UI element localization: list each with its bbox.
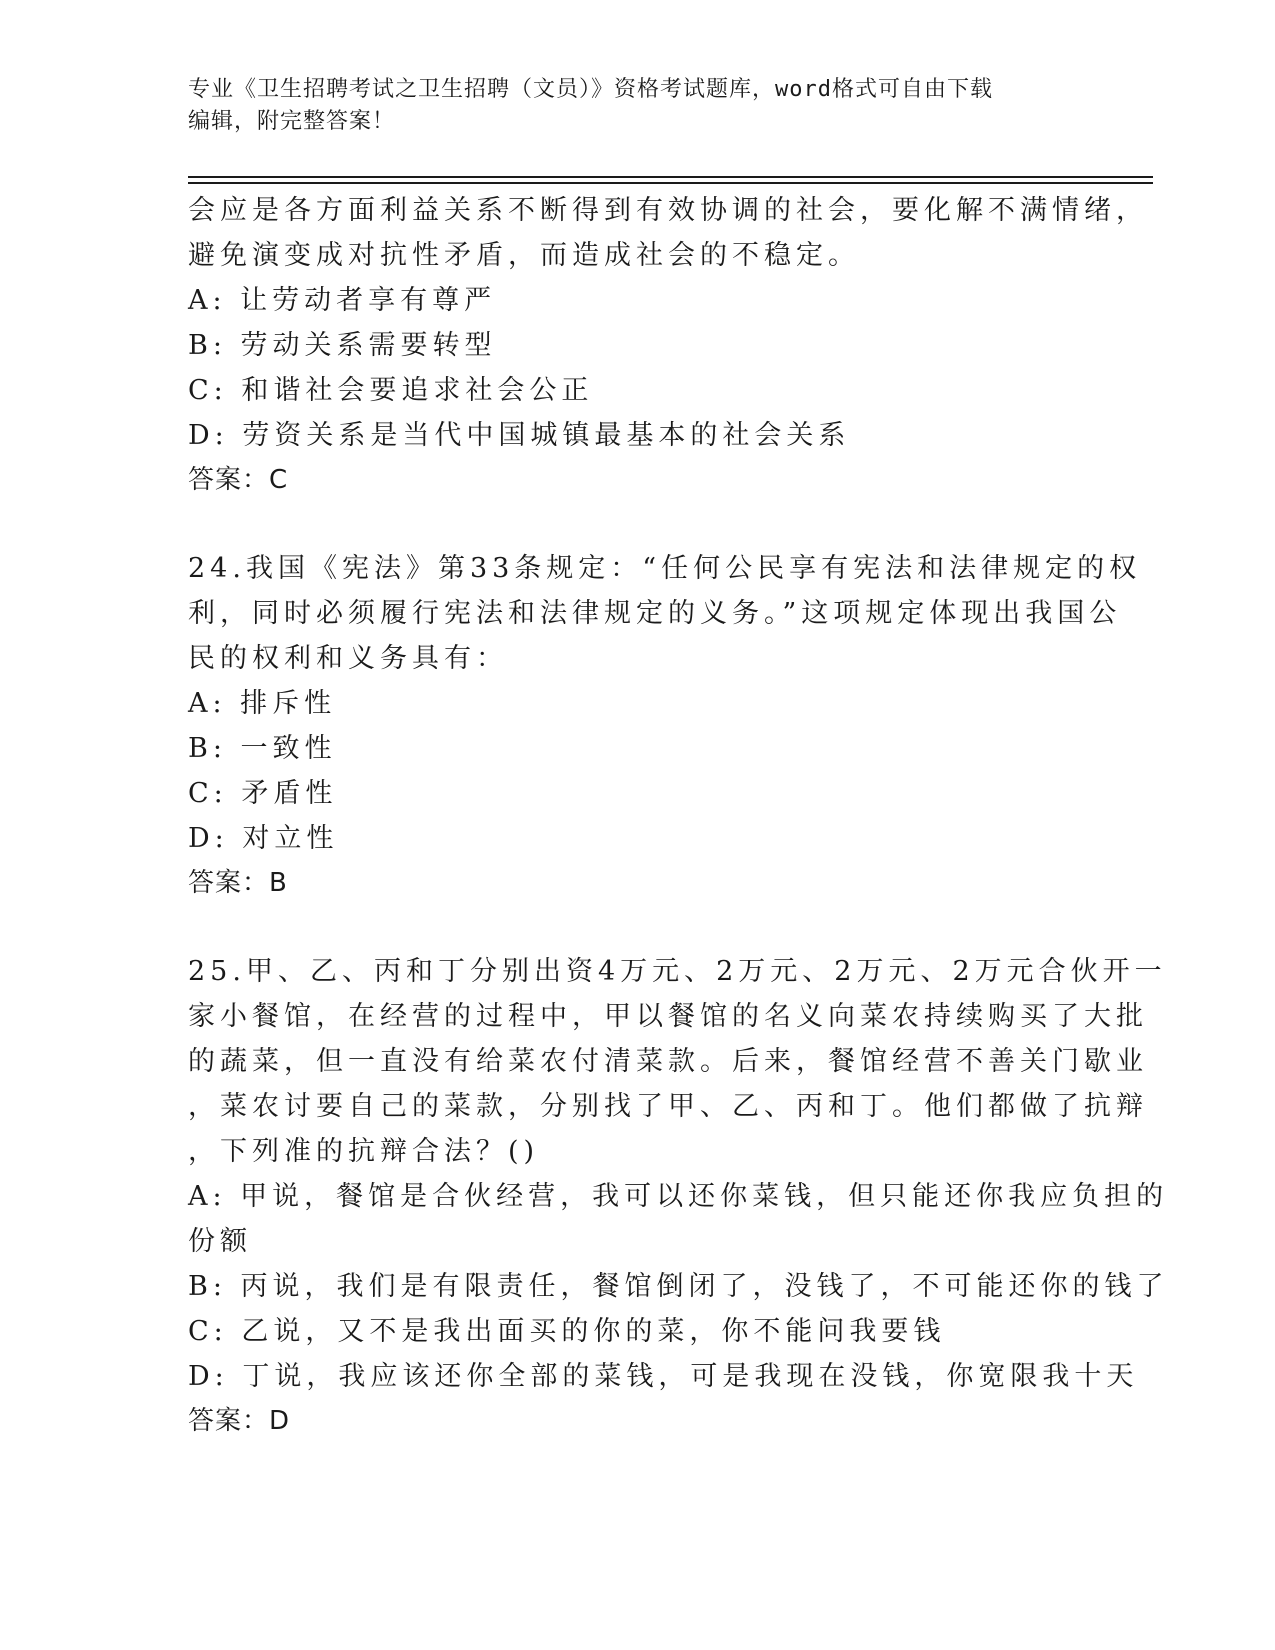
spacer (188, 906, 1088, 949)
header-line-2: 编辑，附完整答案！ (188, 109, 396, 134)
question-text-line: 25.甲、乙、丙和丁分别出资4万元、2万元、2万元、2万元合伙开一 (188, 956, 1167, 987)
question-text-line: 避免演变成对抗性矛盾，而造成社会的不稳定。 (188, 240, 860, 271)
option-a: A: 让劳动者享有尊严 (188, 285, 497, 316)
question-text-line: 民的权利和义务具有： (188, 643, 508, 674)
option-a-continuation: 份额 (188, 1226, 252, 1257)
question-23 (188, 188, 1148, 503)
header-line-1: 专业《卫生招聘考试之卫生招聘（文员）》资格考试题库，word格式可自由下载 (188, 77, 993, 102)
question-text-line: ，菜农讨要自己的菜款，分别找了甲、乙、丙和丁。他们都做了抗辩 (188, 1091, 1148, 1122)
document-header (188, 74, 1088, 138)
option-c: C: 乙说，又不是我出面买的你的菜，你不能问我要钱 (188, 1316, 946, 1347)
question-text-line: 24.我国《宪法》第33条规定：“任何公民享有宪法和法律规定的权 (188, 553, 1142, 584)
option-d: D: 对立性 (188, 823, 339, 854)
option-d: D: 劳资关系是当代中国城镇最基本的社会关系 (188, 420, 851, 451)
question-text-line: ，下列准的抗辩合法？() (188, 1136, 540, 1167)
option-d: D: 丁说，我应该还你全部的菜钱，可是我现在没钱，你宽限我十天 (188, 1361, 1139, 1392)
answer-line: 答案：B (188, 868, 288, 898)
document-body (188, 188, 1169, 1444)
question-text-line: 的蔬菜，但一直没有给菜农付清菜款。后来，餐馆经营不善关门歇业 (188, 1046, 1148, 1077)
option-c: C: 和谐社会要追求社会公正 (188, 375, 594, 406)
option-a: A: 甲说，餐馆是合伙经营，我可以还你菜钱，但只能还你我应负担的 (188, 1181, 1169, 1212)
header-divider-top (188, 176, 1153, 178)
option-c: C: 矛盾性 (188, 778, 338, 809)
question-text-line: 会应是各方面利益关系不断得到有效协调的社会，要化解不满情绪， (188, 195, 1148, 226)
question-text-line: 家小餐馆，在经营的过程中，甲以餐馆的名义向菜农持续购买了大批 (188, 1001, 1148, 1032)
spacer (188, 503, 1088, 546)
option-a: A: 排斥性 (188, 688, 337, 719)
question-24 (188, 546, 1142, 906)
question-text-line: 利，同时必须履行宪法和法律规定的义务。”这项规定体现出我国公 (188, 598, 1122, 629)
answer-line: 答案：C (188, 465, 289, 495)
question-25 (188, 949, 1169, 1444)
option-b: B: 丙说，我们是有限责任，餐馆倒闭了，没钱了，不可能还你的钱了 (188, 1271, 1169, 1302)
answer-line: 答案：D (188, 1406, 291, 1436)
option-b: B: 一致性 (188, 733, 337, 764)
option-b: B: 劳动关系需要转型 (188, 330, 497, 361)
header-divider-bottom (188, 182, 1153, 184)
